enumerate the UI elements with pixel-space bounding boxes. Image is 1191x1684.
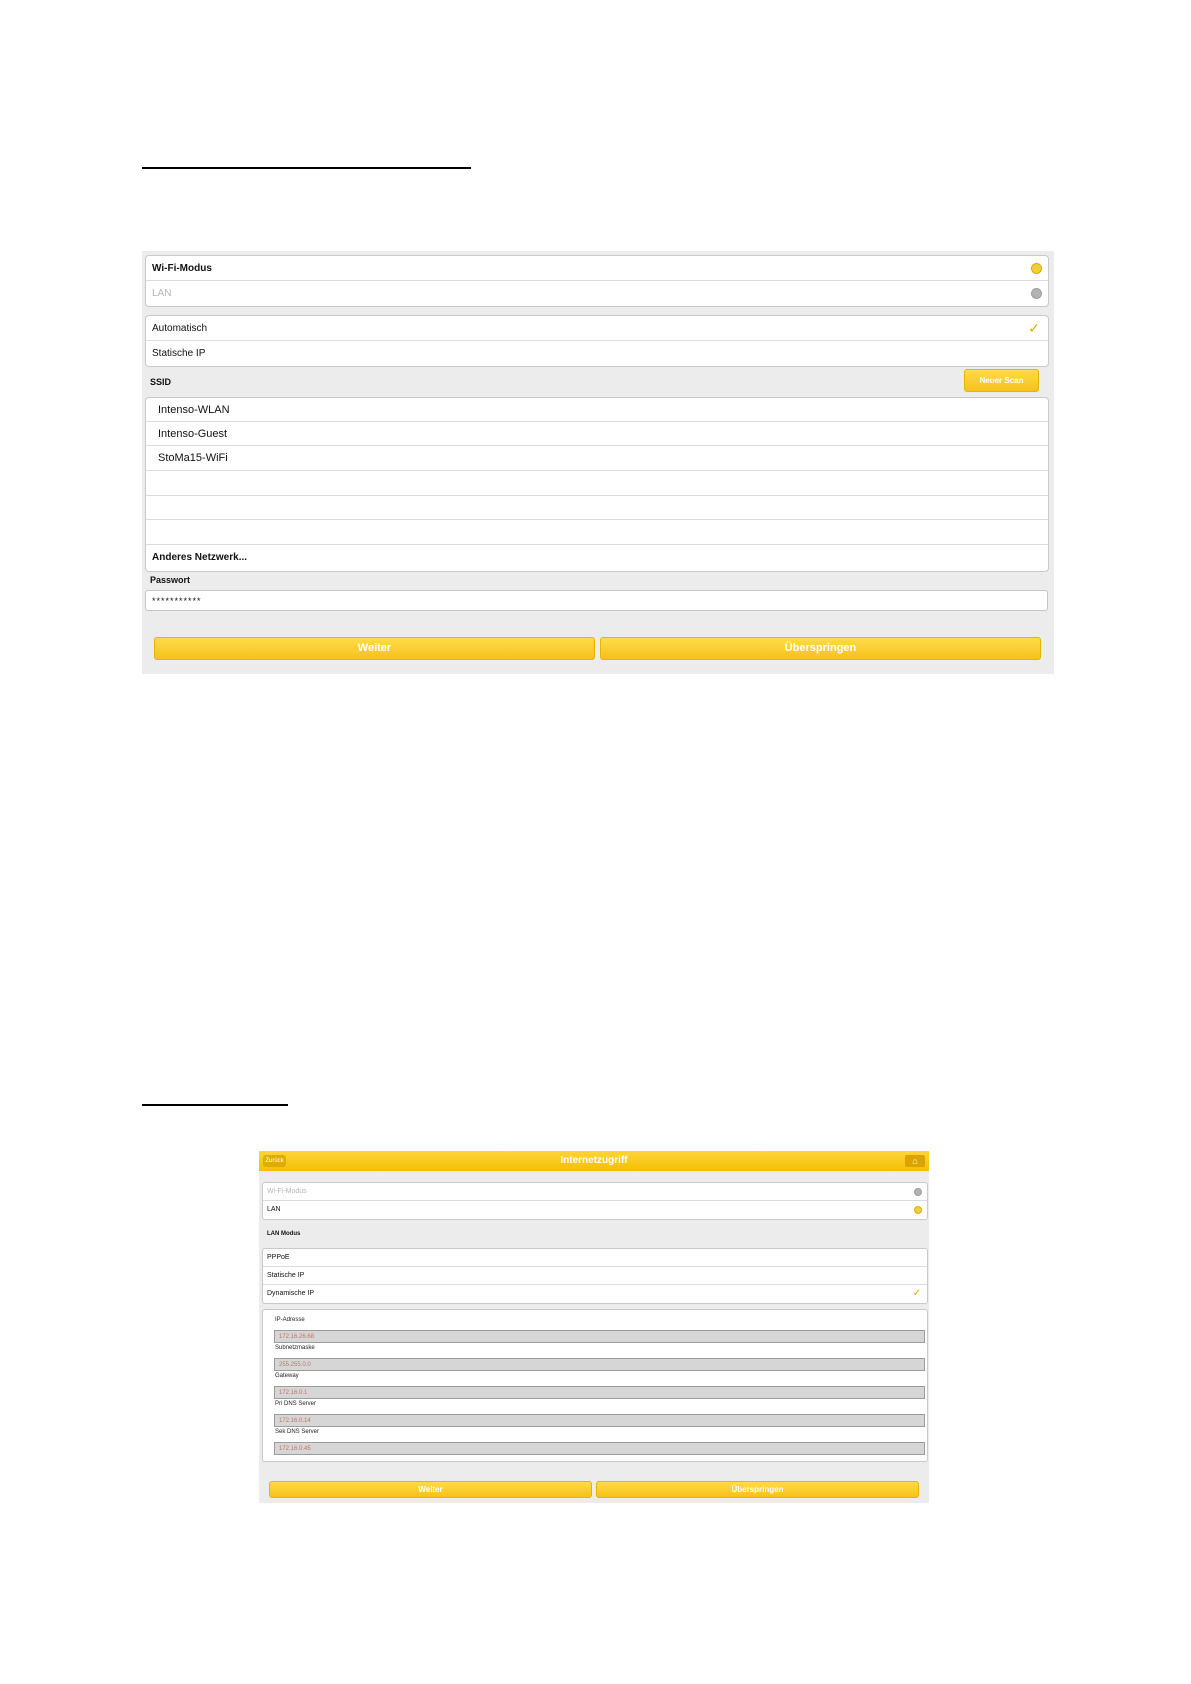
title-bar	[259, 1151, 929, 1171]
lan-mode-label-pppoe: PPPoE	[267, 1254, 290, 1261]
ip-mode-group	[145, 315, 1049, 367]
lan-mode-group	[262, 1248, 928, 1304]
checkmark-icon: ✓	[1028, 319, 1040, 336]
ip-mode-row-static[interactable]	[146, 341, 1048, 365]
password-field[interactable]: ***********	[145, 590, 1048, 611]
ip-mode-label-static: Statische IP	[152, 347, 206, 359]
skip-button[interactable]: Überspringen	[600, 637, 1041, 660]
lan-mode-label-dynamic: Dynamische IP	[267, 1290, 315, 1297]
wifi-settings-screenshot	[142, 251, 1054, 674]
section-2-heading-underline	[142, 1104, 288, 1106]
other-network-row[interactable]	[146, 545, 1048, 569]
new-scan-button[interactable]: Neuer Scan	[964, 369, 1039, 392]
network-item-empty[interactable]	[146, 471, 1048, 496]
ip-mode-label-auto: Automatisch	[152, 322, 208, 334]
network-item[interactable]	[146, 422, 1048, 446]
lan-mode-label-static: Statische IP	[267, 1272, 305, 1279]
gateway-field[interactable]: 172.16.0.1	[274, 1386, 925, 1399]
lan-mode-row-pppoe[interactable]	[263, 1249, 927, 1267]
back-button[interactable]: Zurück	[263, 1155, 286, 1167]
home-icon[interactable]: ⌂	[905, 1155, 925, 1167]
radio-selected-icon	[914, 1206, 922, 1214]
secondary-dns-label: Sek DNS Server	[275, 1429, 320, 1435]
network-item-empty[interactable]	[146, 520, 1048, 545]
mode-row-lan[interactable]	[146, 281, 1048, 305]
network-list	[145, 397, 1049, 572]
connection-mode-group	[262, 1182, 928, 1220]
next-button[interactable]: Weiter	[154, 637, 595, 660]
radio-unselected-icon	[1031, 288, 1042, 299]
mode-label-lan: LAN	[267, 1206, 281, 1213]
other-network-label: Anderes Netzwerk...	[152, 551, 248, 563]
network-item[interactable]	[146, 446, 1048, 471]
primary-dns-label: Pri DNS Server	[275, 1401, 317, 1407]
network-name: Intenso-Guest	[158, 427, 228, 440]
mode-row-wifi[interactable]	[146, 256, 1048, 281]
network-name: Intenso-WLAN	[158, 403, 230, 416]
ip-address-field[interactable]: 172.16.26.68	[274, 1330, 925, 1343]
page-title: Internetzugriff	[560, 1155, 628, 1166]
primary-dns-field[interactable]: 172.16.0.14	[274, 1414, 925, 1427]
lan-mode-row-dynamic[interactable]	[263, 1285, 927, 1302]
ssid-label: SSID	[150, 377, 172, 387]
checkmark-icon: ✓	[912, 1288, 921, 1299]
lan-mode-label: LAN Modus	[267, 1231, 301, 1237]
skip-button[interactable]: Überspringen	[596, 1481, 919, 1498]
ip-details-panel	[262, 1309, 928, 1462]
ip-mode-row-auto[interactable]	[146, 316, 1048, 341]
mode-label-wifi: Wi-Fi-Modus	[267, 1188, 307, 1195]
subnet-mask-field[interactable]: 255.255.0.0	[274, 1358, 925, 1371]
lan-mode-row-static[interactable]	[263, 1267, 927, 1285]
mode-label-lan: LAN	[152, 287, 172, 299]
gateway-label: Gateway	[275, 1373, 299, 1379]
radio-selected-icon	[1031, 263, 1042, 274]
connection-mode-group	[145, 255, 1049, 307]
ip-address-label: IP-Adresse	[275, 1317, 305, 1323]
mode-row-lan[interactable]	[263, 1201, 927, 1218]
subnet-mask-label: Subnetzmaske	[275, 1345, 315, 1351]
secondary-dns-field[interactable]: 172.16.0.45	[274, 1442, 925, 1455]
mode-label-wifi: Wi-Fi-Modus	[152, 262, 212, 274]
next-button[interactable]: Weiter	[269, 1481, 592, 1498]
network-name: StoMa15-WiFi	[158, 452, 228, 464]
section-1-heading-underline	[142, 167, 471, 169]
mode-row-wifi[interactable]	[263, 1183, 927, 1201]
lan-settings-screenshot	[259, 1151, 929, 1503]
password-label: Passwort	[150, 575, 191, 585]
radio-unselected-icon	[914, 1188, 922, 1196]
network-item-empty[interactable]	[146, 496, 1048, 520]
network-item[interactable]	[146, 398, 1048, 422]
